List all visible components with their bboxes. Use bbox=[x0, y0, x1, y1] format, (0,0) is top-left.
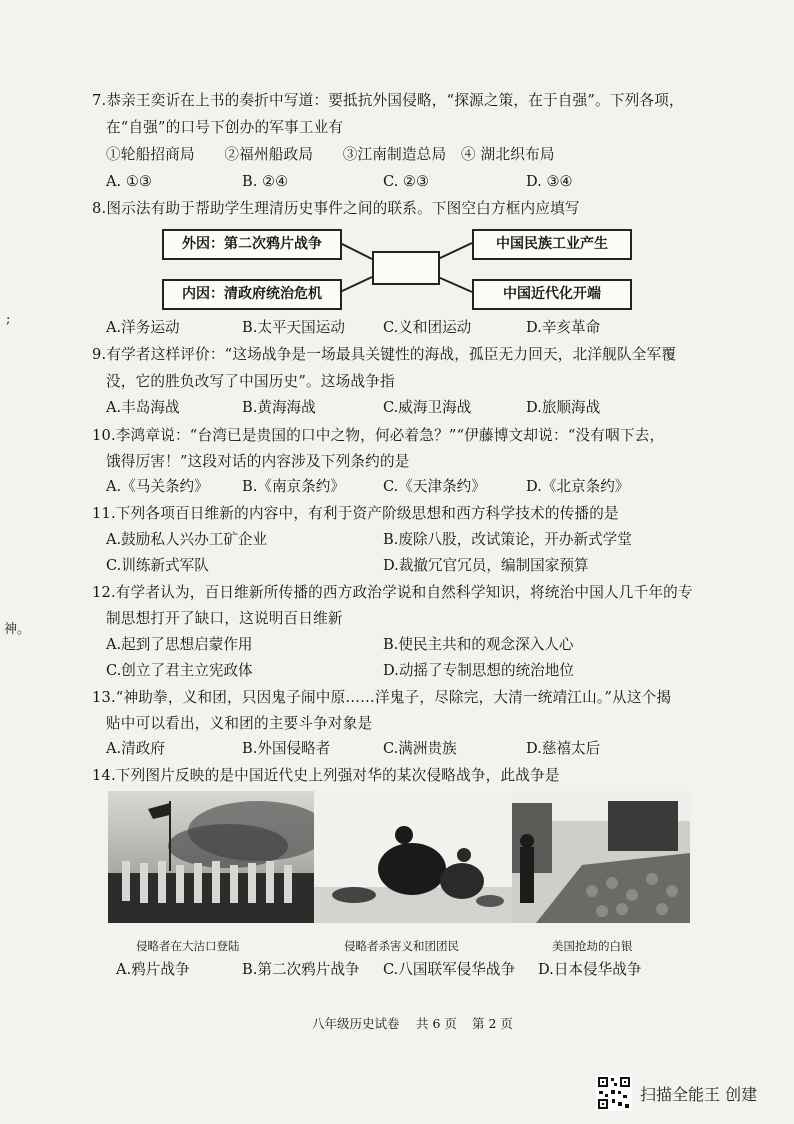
q13-stem-1: 13.“神助拳，义和团，只因鬼子闹中原……洋鬼子，尽除完，大清一统靖江山。”从这个揭 bbox=[92, 689, 672, 706]
q7-stem-1: 7.恭亲王奕䜣在上书的奏折中写道：要抵抗外国侵略，“探源之策，在于自强”。下列各项， bbox=[92, 92, 684, 109]
photo-boxer-execution bbox=[314, 791, 512, 923]
q12-stem-1: 12.有学者认为，百日维新所传播的西方政治学说和自然科学知识，将统治中国人几千年的专 bbox=[92, 584, 693, 601]
q7-option-a: A. ①③ bbox=[106, 173, 152, 190]
q8-option-a: A.洋务运动 bbox=[106, 319, 180, 336]
q8-option-b: B.太平天国运动 bbox=[242, 319, 345, 336]
q11-option-c: C.训练新式军队 bbox=[106, 557, 209, 574]
footer-total-pages: 共 6 页 bbox=[416, 1016, 457, 1031]
q9-option-a: A.丰岛海战 bbox=[106, 399, 180, 416]
q9-option-b: B.黄海海战 bbox=[242, 399, 316, 416]
q11-stem-1: 11.下列各项百日维新的内容中，有利于资产阶级思想和西方科学技术的传播的是 bbox=[92, 505, 619, 522]
diagram-box-external-cause: 外因：第二次鸦片战争 bbox=[162, 229, 342, 260]
q14-option-c: C.八国联军侵华战争 bbox=[383, 961, 516, 978]
q9-option-d: D.旅顺海战 bbox=[526, 399, 601, 416]
q7-option-b: B. ②④ bbox=[242, 173, 289, 190]
q8-option-d: D.辛亥革命 bbox=[526, 319, 601, 336]
diagram-box-modernization: 中国近代化开端 bbox=[472, 279, 632, 310]
q9-option-c: C.威海卫海战 bbox=[383, 399, 472, 416]
q14-option-d: D.日本侵华战争 bbox=[538, 961, 642, 978]
q12-option-b: B.使民主共和的观念深入人心 bbox=[383, 636, 574, 653]
q13-stem-2: 贴中可以看出，义和团的主要斗争对象是 bbox=[106, 715, 373, 732]
q7-items: ①轮船招商局 ②福州船政局 ③江南制造总局 ④ 湖北织布局 bbox=[106, 146, 555, 163]
q10-option-b: B.《南京条约》 bbox=[242, 478, 345, 495]
q11-option-a: A.鼓励私人兴办工矿企业 bbox=[106, 531, 268, 548]
q10-option-a: A.《马关条约》 bbox=[106, 478, 209, 495]
qr-code-icon bbox=[596, 1075, 632, 1111]
footer-title: 八年级历史试卷 bbox=[312, 1016, 400, 1031]
q9-stem-2: 没，它的胜负改写了中国历史”。这场战争指 bbox=[106, 373, 395, 390]
q13-option-b: B.外国侵略者 bbox=[242, 740, 331, 757]
scanner-watermark: 扫描全能王 创建 bbox=[640, 1085, 758, 1104]
q12-option-c: C.创立了君主立宪政体 bbox=[106, 662, 253, 679]
q10-option-c: C.《天津条约》 bbox=[383, 478, 486, 495]
caption-photo-1: 侵略者在大沽口登陆 bbox=[136, 939, 240, 953]
caption-photo-3: 美国抢劫的白银 bbox=[552, 939, 633, 953]
q8-stem-1: 8.图示法有助于帮助学生理清历史事件之间的联系。下图空白方框内应填写 bbox=[92, 200, 580, 217]
diagram-box-blank bbox=[372, 251, 440, 285]
footer-page-number: 第 2 页 bbox=[472, 1016, 513, 1031]
q13-option-d: D.慈禧太后 bbox=[526, 740, 601, 757]
q11-option-b: B.废除八股，改试策论，开办新式学堂 bbox=[383, 531, 632, 548]
diagram-box-internal-cause: 内因：清政府统治危机 bbox=[162, 279, 342, 310]
q7-option-d: D. ③④ bbox=[526, 173, 573, 190]
q14-option-a: A.鸦片战争 bbox=[116, 961, 190, 978]
q10-option-d: D.《北京条约》 bbox=[526, 478, 630, 495]
q14-option-b: B.第二次鸦片战争 bbox=[242, 961, 360, 978]
q13-option-a: A.清政府 bbox=[106, 740, 165, 757]
q12-stem-2: 制思想打开了缺口，这说明百日维新 bbox=[106, 610, 343, 627]
q7-option-c: C. ②③ bbox=[383, 173, 430, 190]
q12-option-a: A.起到了思想启蒙作用 bbox=[106, 636, 253, 653]
q12-option-d: D.动摇了专制思想的统治地位 bbox=[383, 662, 574, 679]
margin-text: 神。 bbox=[4, 622, 31, 637]
q9-stem-1: 9.有学者这样评价：“这场战争是一场最具关键性的海战，孤臣无力回天，北洋舰队全军覆 bbox=[92, 346, 677, 363]
q10-stem-1: 10.李鸿章说：“台湾已是贵国的口中之物，何必着急？”“伊藤博文却说：“没有咽下去， bbox=[92, 427, 665, 444]
q10-stem-2: 饿得厉害！”这段对话的内容涉及下列条约的是 bbox=[106, 453, 410, 470]
q8-option-c: C.义和团运动 bbox=[383, 319, 472, 336]
q13-option-c: C.满洲贵族 bbox=[383, 740, 457, 757]
photo-dagukou-landing bbox=[108, 791, 314, 923]
q7-stem-2: 在“自强”的口号下创办的军事工业有 bbox=[106, 119, 344, 136]
photo-looted-silver bbox=[512, 791, 690, 923]
diagram-box-national-industry: 中国民族工业产生 bbox=[472, 229, 632, 260]
q11-option-d: D.裁撤冗官冗员，编制国家预算 bbox=[383, 557, 589, 574]
margin-mark: ; bbox=[6, 312, 11, 327]
caption-photo-2: 侵略者杀害义和团团民 bbox=[344, 939, 459, 953]
q14-stem-1: 14.下列图片反映的是中国近代史上列强对华的某次侵略战争，此战争是 bbox=[92, 767, 560, 784]
